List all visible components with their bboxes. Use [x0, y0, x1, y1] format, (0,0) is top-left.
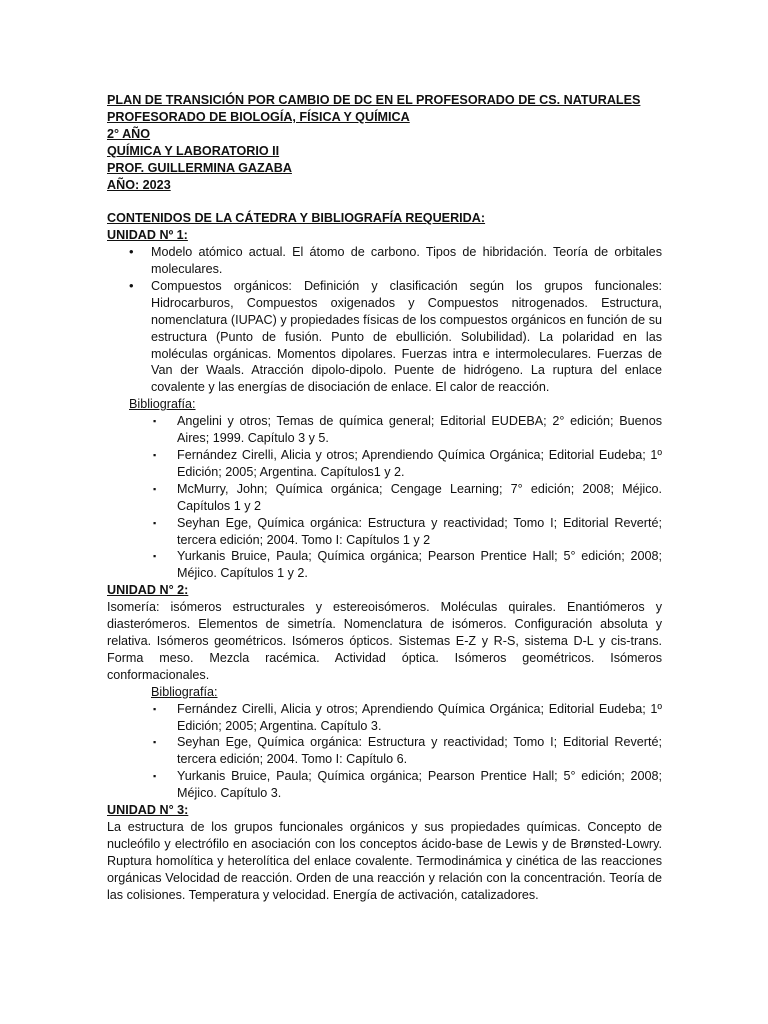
square-bullet-icon: ▪ [153, 703, 157, 714]
square-bullet-icon: ▪ [153, 737, 157, 748]
unit-2-bibliography [107, 701, 662, 802]
header-line-year: AÑO: 2023 [107, 177, 171, 192]
section-title: CONTENIDOS DE LA CÁTEDRA Y BIBLIOGRAFÍA REQUERIDA: [107, 211, 486, 226]
unit-1-topics [107, 244, 662, 396]
topic-text: Compuestos orgánicos: Definición y clasificación según los grupos funcionales: Hidrocarburos, Compuestos oxigenados y Compuestos nitrogenados. Estructura, nomenclatura (IUPAC) y propiedades físicas de los compuestos orgánicos en función de su estructura (Punto de fusión. Punto de ebullición. Solubilidad). La polaridad en las moléculas orgánicas. Momentos dipolares. Fuerzas intra e intermoleculares. Fuerzas de Van der Waals. Atracción dipolo-dipolo. Puente de hidrógeno. La ruptura del enlace covalente y las energías de disociación de enlace. El calor de reacción. [151, 278, 662, 395]
reference-text: Fernández Cirelli, Alicia y otros; Aprendiendo Química Orgánica; Editorial Eudeba; 1º Edición; 2005; Argentina. Capítulos1 y 2. [177, 448, 662, 479]
unit-3-text: La estructura de los grupos funcionales orgánicos y sus propiedades químicas. Concepto de nucleófilo y electrófilo en asociación con los conceptos ácido-base de Lewis y de Brønsted-Lowry. Ruptura homolítica y heterolítica del enlace covalente. Termodinámica y cinética de las reacciones orgánicas Velocidad de reacción. Orden de una reacción y relación con la concentración. Teoría de las colisiones. Temperatura y velocidad. Energía de activación, catalizadores. [107, 819, 662, 902]
header-line-subject: QUÍMICA Y LABORATORIO II [107, 143, 280, 158]
reference-text: Seyhan Ege, Química orgánica: Estructura y reactividad; Tomo I; Editorial Reverté; tercera edición; 2004. Tomo I: Capítulos 1 y 2 [177, 515, 662, 547]
document-header [107, 92, 662, 193]
unit-2-title: UNIDAD N° 2: [107, 583, 189, 598]
square-bullet-icon: ▪ [153, 517, 157, 528]
bibliography-label-text: Bibliografía: [129, 397, 196, 412]
bibliography-label-text: Bibliografía: [151, 684, 218, 699]
list-item [107, 481, 662, 515]
bullet-icon: • [129, 244, 134, 260]
square-bullet-icon: ▪ [153, 450, 157, 461]
list-item [107, 701, 662, 735]
square-bullet-icon: ▪ [153, 416, 157, 427]
square-bullet-icon: ▪ [153, 771, 157, 782]
reference-text: Fernández Cirelli, Alicia y otros; Aprendiendo Química Orgánica; Editorial Eudeba; 1º Edición; 2005; Argentina. Capítulo 3. [177, 701, 662, 733]
list-item [107, 734, 662, 768]
header-line-year-level: 2° AÑO [107, 126, 151, 141]
unit-2-text: Isomería: isómeros estructurales y estereoisómeros. Moléculas quirales. Enantiómeros y diasterómeros. Elementos de simetría. Nomenclatura de isómeros. Configuración absoluta y relativa. Isómeros geométricos. Isómeros ópticos. Sistemas E-Z y R-S, sistema D-L y cis-trans. Forma meso. Mezcla racémica. Actividad óptica. Isómeros geométricos. Isómeros conformacionales. [107, 600, 662, 682]
reference-text: Yurkanis Bruice, Paula; Química orgánica; Pearson Prentice Hall; 5° edición; 2008; Méjico. Capítulos 1 y 2. [177, 549, 662, 581]
list-item [107, 413, 662, 447]
square-bullet-icon: ▪ [153, 483, 157, 494]
reference-text: Yurkanis Bruice, Paula; Química orgánica; Pearson Prentice Hall; 5° edición; 2008; Méjico. Capítulo 3. [177, 769, 662, 801]
unit-1-bibliography [107, 413, 662, 582]
bullet-icon: • [129, 277, 134, 293]
list-item [107, 278, 662, 396]
header-line-degree: PROFESORADO DE BIOLOGÍA, FÍSICA Y QUÍMICA [107, 109, 410, 124]
list-item [107, 768, 662, 802]
reference-text: Angelini y otros; Temas de química general; Editorial EUDEBA; 2° edición; Buenos Aires; 1999. Capítulo 3 y 5. [177, 414, 662, 446]
list-item [107, 515, 662, 549]
list-item [107, 244, 662, 278]
header-line-program: PLAN DE TRANSICIÓN POR CAMBIO DE DC EN EL PROFESORADO DE CS. NATURALES [107, 93, 641, 107]
unit-1-title: UNIDAD Nº 1: [107, 228, 188, 243]
header-line-professor: PROF. GUILLERMINA GAZABA [107, 160, 292, 175]
list-item [107, 447, 662, 481]
unit-1-bibliography-label [107, 396, 662, 413]
reference-text: Seyhan Ege, Química orgánica: Estructura y reactividad; Tomo I; Editorial Reverté; tercera edición; 2004. Tomo I: Capítulo 6. [177, 735, 662, 767]
unit-3-title: UNIDAD N° 3: [107, 803, 189, 818]
list-item [107, 548, 662, 582]
topic-text: Modelo atómico actual. El átomo de carbono. Tipos de hibridación. Teoría de orbitales moleculares. [151, 245, 662, 277]
reference-text: McMurry, John; Química orgánica; Cengage Learning; 7° edición; 2008; Méjico. Capítulos 1 y 2 [177, 481, 662, 513]
unit-2-bibliography-label [107, 684, 662, 701]
square-bullet-icon: ▪ [153, 551, 157, 562]
document-content [107, 92, 662, 903]
